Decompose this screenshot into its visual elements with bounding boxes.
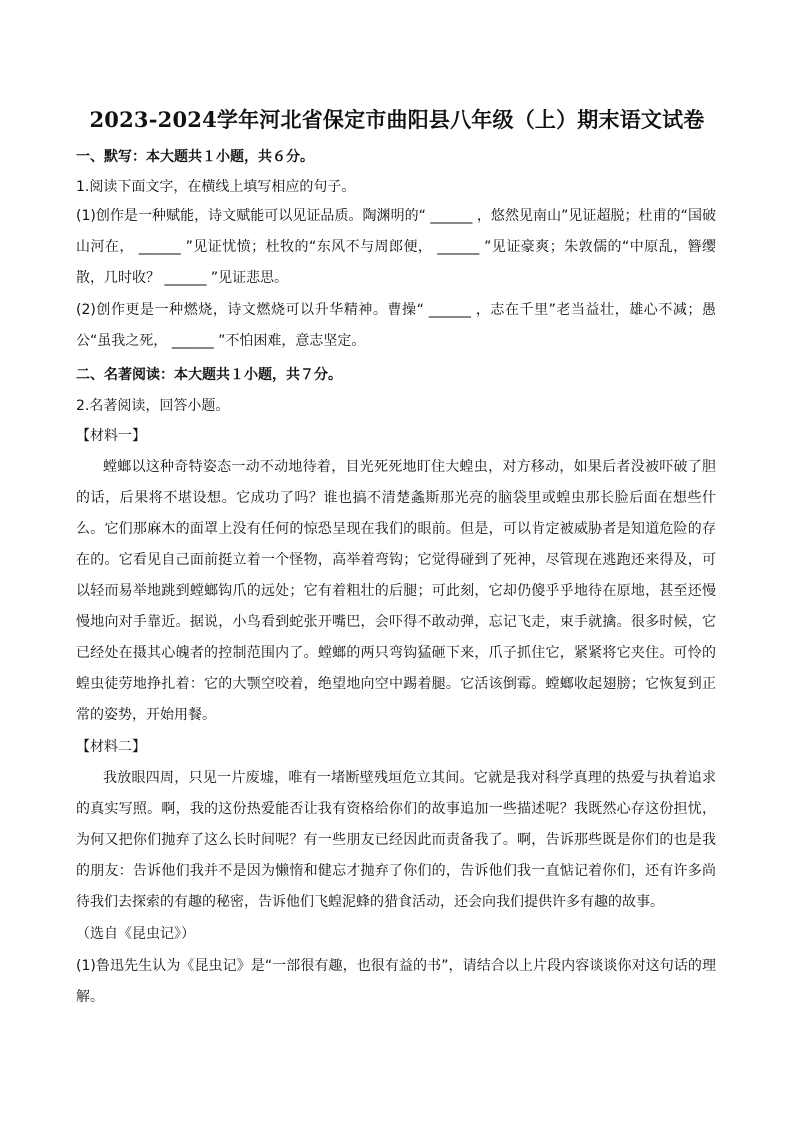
source-note: （选自《昆虫记》） [76,926,195,942]
material-1-text: 螳螂以这种奇特姿态一动不动地待着，目光死死地盯住大蝗虫，对方移动，如果后者没被吓破了胆的话，后果将不堪设想。它成功了吗？谁也搞不清楚螽斯那光亮的脑袋里或蝗虫那长脸后面在想些什么。它们那麻木的面罩上没有任何的惊恐呈现在我们的眼前。但是，可以肯定被威胁者是知道危险的存在的。它看见自己面前挺立着一个怪物，高举着弯钩；它觉得碰到了死神，尽管现在逃跑还来得及，可以轻而易举地跳到螳螂钩爪的远处；它有着粗壮的后腿；可此刻，它却仍傻乎乎地待在原地，甚至还慢慢地向对手靠近。据说，小鸟看到蛇张开嘴巴，会吓得不敢动弹，忘记飞走，束手就擒。很多时候，它已经处在摄其心魄者的控制范围内了。螳螂的两只弯钩猛砸下来，爪子抓住它，紧紧将它夹住。可怜的蝗虫徒劳地挣扎着：它的大颚空咬着，绝望地向空中踢着腿。它活该倒霉。螳螂收起翅膀；它恢复到正常的姿势，开始用餐。 [76,459,716,723]
material-1-label: 【材料一】 [76,428,146,444]
material-2-label: 【材料二】 [76,739,146,755]
page-title: 2023-2024学年河北省保定市曲阳县八年级（上）期末语文试卷 [89,107,705,132]
question-1-stem: 1.阅读下面文字，在横线上填写相应的句子。 [76,179,356,195]
material-2-text: 我放眼四周，只见一片废墟，唯有一堵断壁残垣危立其间。它就是我对科学真理的热爱与执着追求的真实写照。啊，我的这份热爱能否让我有资格给你们的故事追加一些描述呢？我既然心存这份担忧，为何又把你们抛弃了这么长时间呢？有一些朋友已经因此而责备我了。啊，告诉那些既是你们的也是我的朋友：告诉他们我并不是因为懒惰和健忘才抛弃了你们的，告诉他们我一直惦记着你们，还有许多尚待我们去探索的有趣的秘密，告诉他们飞蝗泥蜂的猎食活动，还会向我们提供许多有趣的故事。 [76,770,716,910]
question-1-part-2: (2)创作更是一种燃烧，诗文燃烧可以升华精神。曹操“ ______ ，志在千里”老当益壮，雄心不减；愚公“虽我之死， ______ ”不怕困难，意志坚定。 [76,302,716,349]
section-header-dictation: 一、默写：本大题共１小题，共６分。 [76,149,314,165]
question-2-stem: 2.名著阅读，回答小题。 [76,398,230,414]
question-1-part-1: (1)创作是一种赋能，诗文赋能可以见证品质。陶渊明的“ ______ ，悠然见南山”见证超脱；杜甫的“国破山河在， ______ ”见证忧愤；杜牧的“东风不与周郎便， ______ ”见证豪爽；朱敦儒的“中原乱，簪缨散，几时收？ ______ ”见证悲思。 [76,208,716,286]
question-2-sub-1: (1)鲁迅先生认为《昆虫记》是“一部很有趣，也很有益的书”，请结合以上片段内容谈谈你对这句话的理解。 [76,958,716,1005]
section-header-reading: 二、名著阅读：本大题共１小题，共７分。 [76,367,342,383]
